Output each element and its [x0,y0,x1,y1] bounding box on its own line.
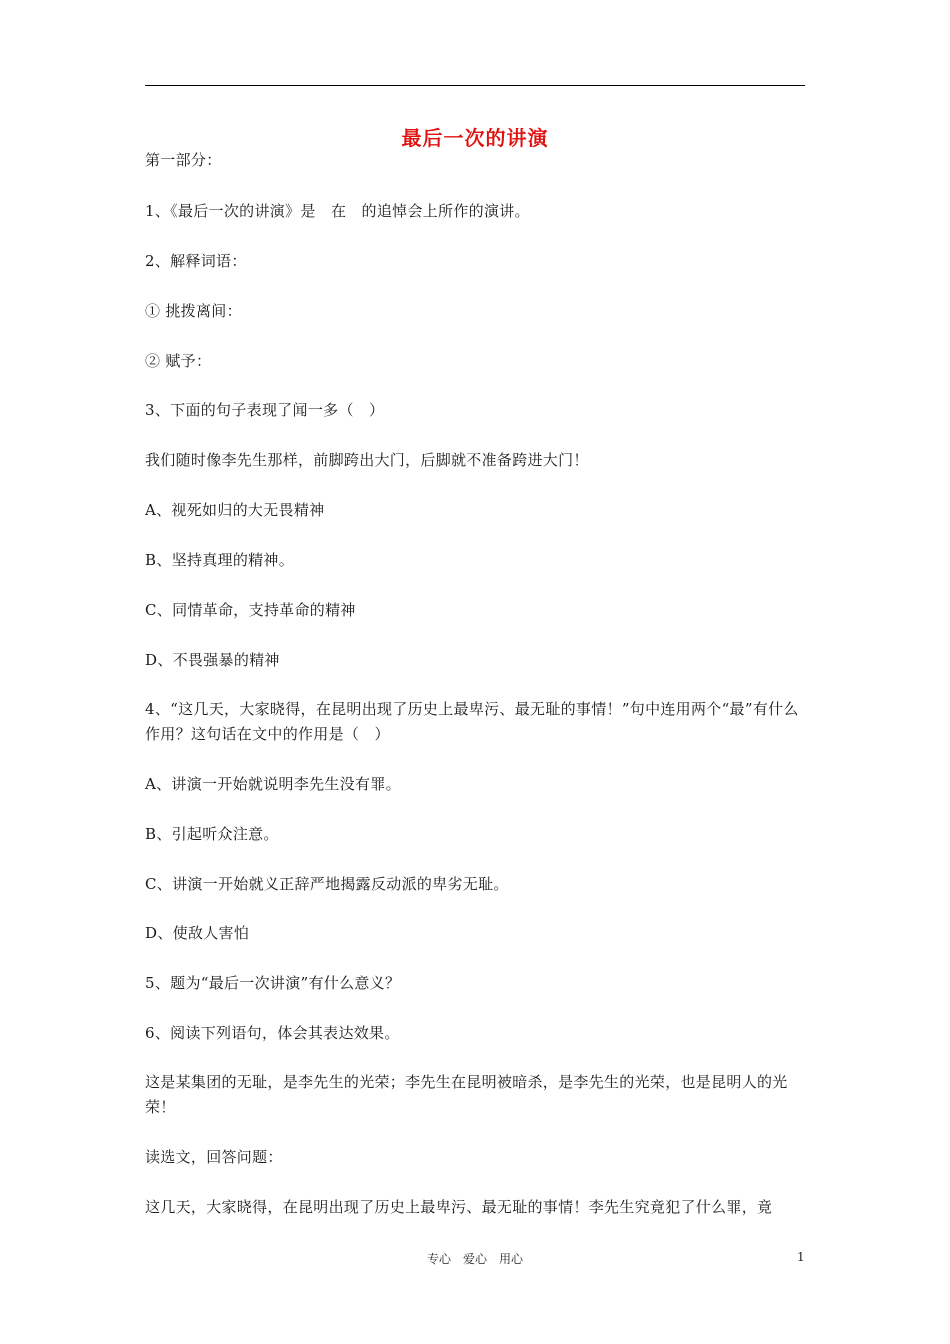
option-c: C、同情革命，支持革命的精神 [145,601,356,619]
question-5: 5、题为“最后一次讲演”有什么意义？ [145,974,401,992]
reading-passage: 这几天，大家晓得，在昆明出现了历史上最卑污、最无耻的事情！李先生究竟犯了什么罪，竟 [145,1198,773,1216]
option-b: B、坚持真理的精神。 [145,551,295,569]
question-6: 6、阅读下列语句，体会其表达效果。 [145,1024,400,1042]
page-number: 1 [797,1250,805,1264]
option-d: D、不畏强暴的精神 [145,651,280,669]
question-3: 3、下面的句子表现了闻一多（ ） [145,401,385,419]
quoted-sentence: 我们随时像李先生那样，前脚跨出大门，后脚就不准备跨进大门！ [145,451,589,469]
quoted-passage: 这是某集团的无耻，是李先生的光荣；李先生在昆明被暗杀，是李先生的光荣，也是昆明人的光荣！ [145,1073,788,1116]
header-rule [145,85,805,86]
question-4: 4、“这几天，大家晓得，在昆明出现了历史上最卑污、最无耻的事情！”句中连用两个“最”有什么作用？这句话在文中的作用是（ ） [145,700,799,743]
term-2: ② 赋予： [145,352,212,370]
reading-instruction: 读选文，回答问题： [145,1148,283,1166]
option-c: C、讲演一开始就义正辞严地揭露反动派的卑劣无耻。 [145,875,509,893]
question-2: 2、解释词语： [145,252,247,270]
footer-motto: 专心 爱心 用心 [426,1252,523,1266]
option-b: B、引起听众注意。 [145,825,279,843]
question-1: 1、《最后一次的讲演》是 在 的追悼会上所作的演讲。 [145,202,530,220]
document-title: 最后一次的讲演 [401,126,549,150]
option-a: A、讲演一开始就说明李先生没有罪。 [145,775,401,793]
option-a: A、视死如归的大无畏精神 [145,501,325,519]
section-heading: 第一部分： [145,151,222,169]
option-d: D、使敌人害怕 [145,924,250,942]
term-1: ① 挑拨离间： [145,302,242,320]
